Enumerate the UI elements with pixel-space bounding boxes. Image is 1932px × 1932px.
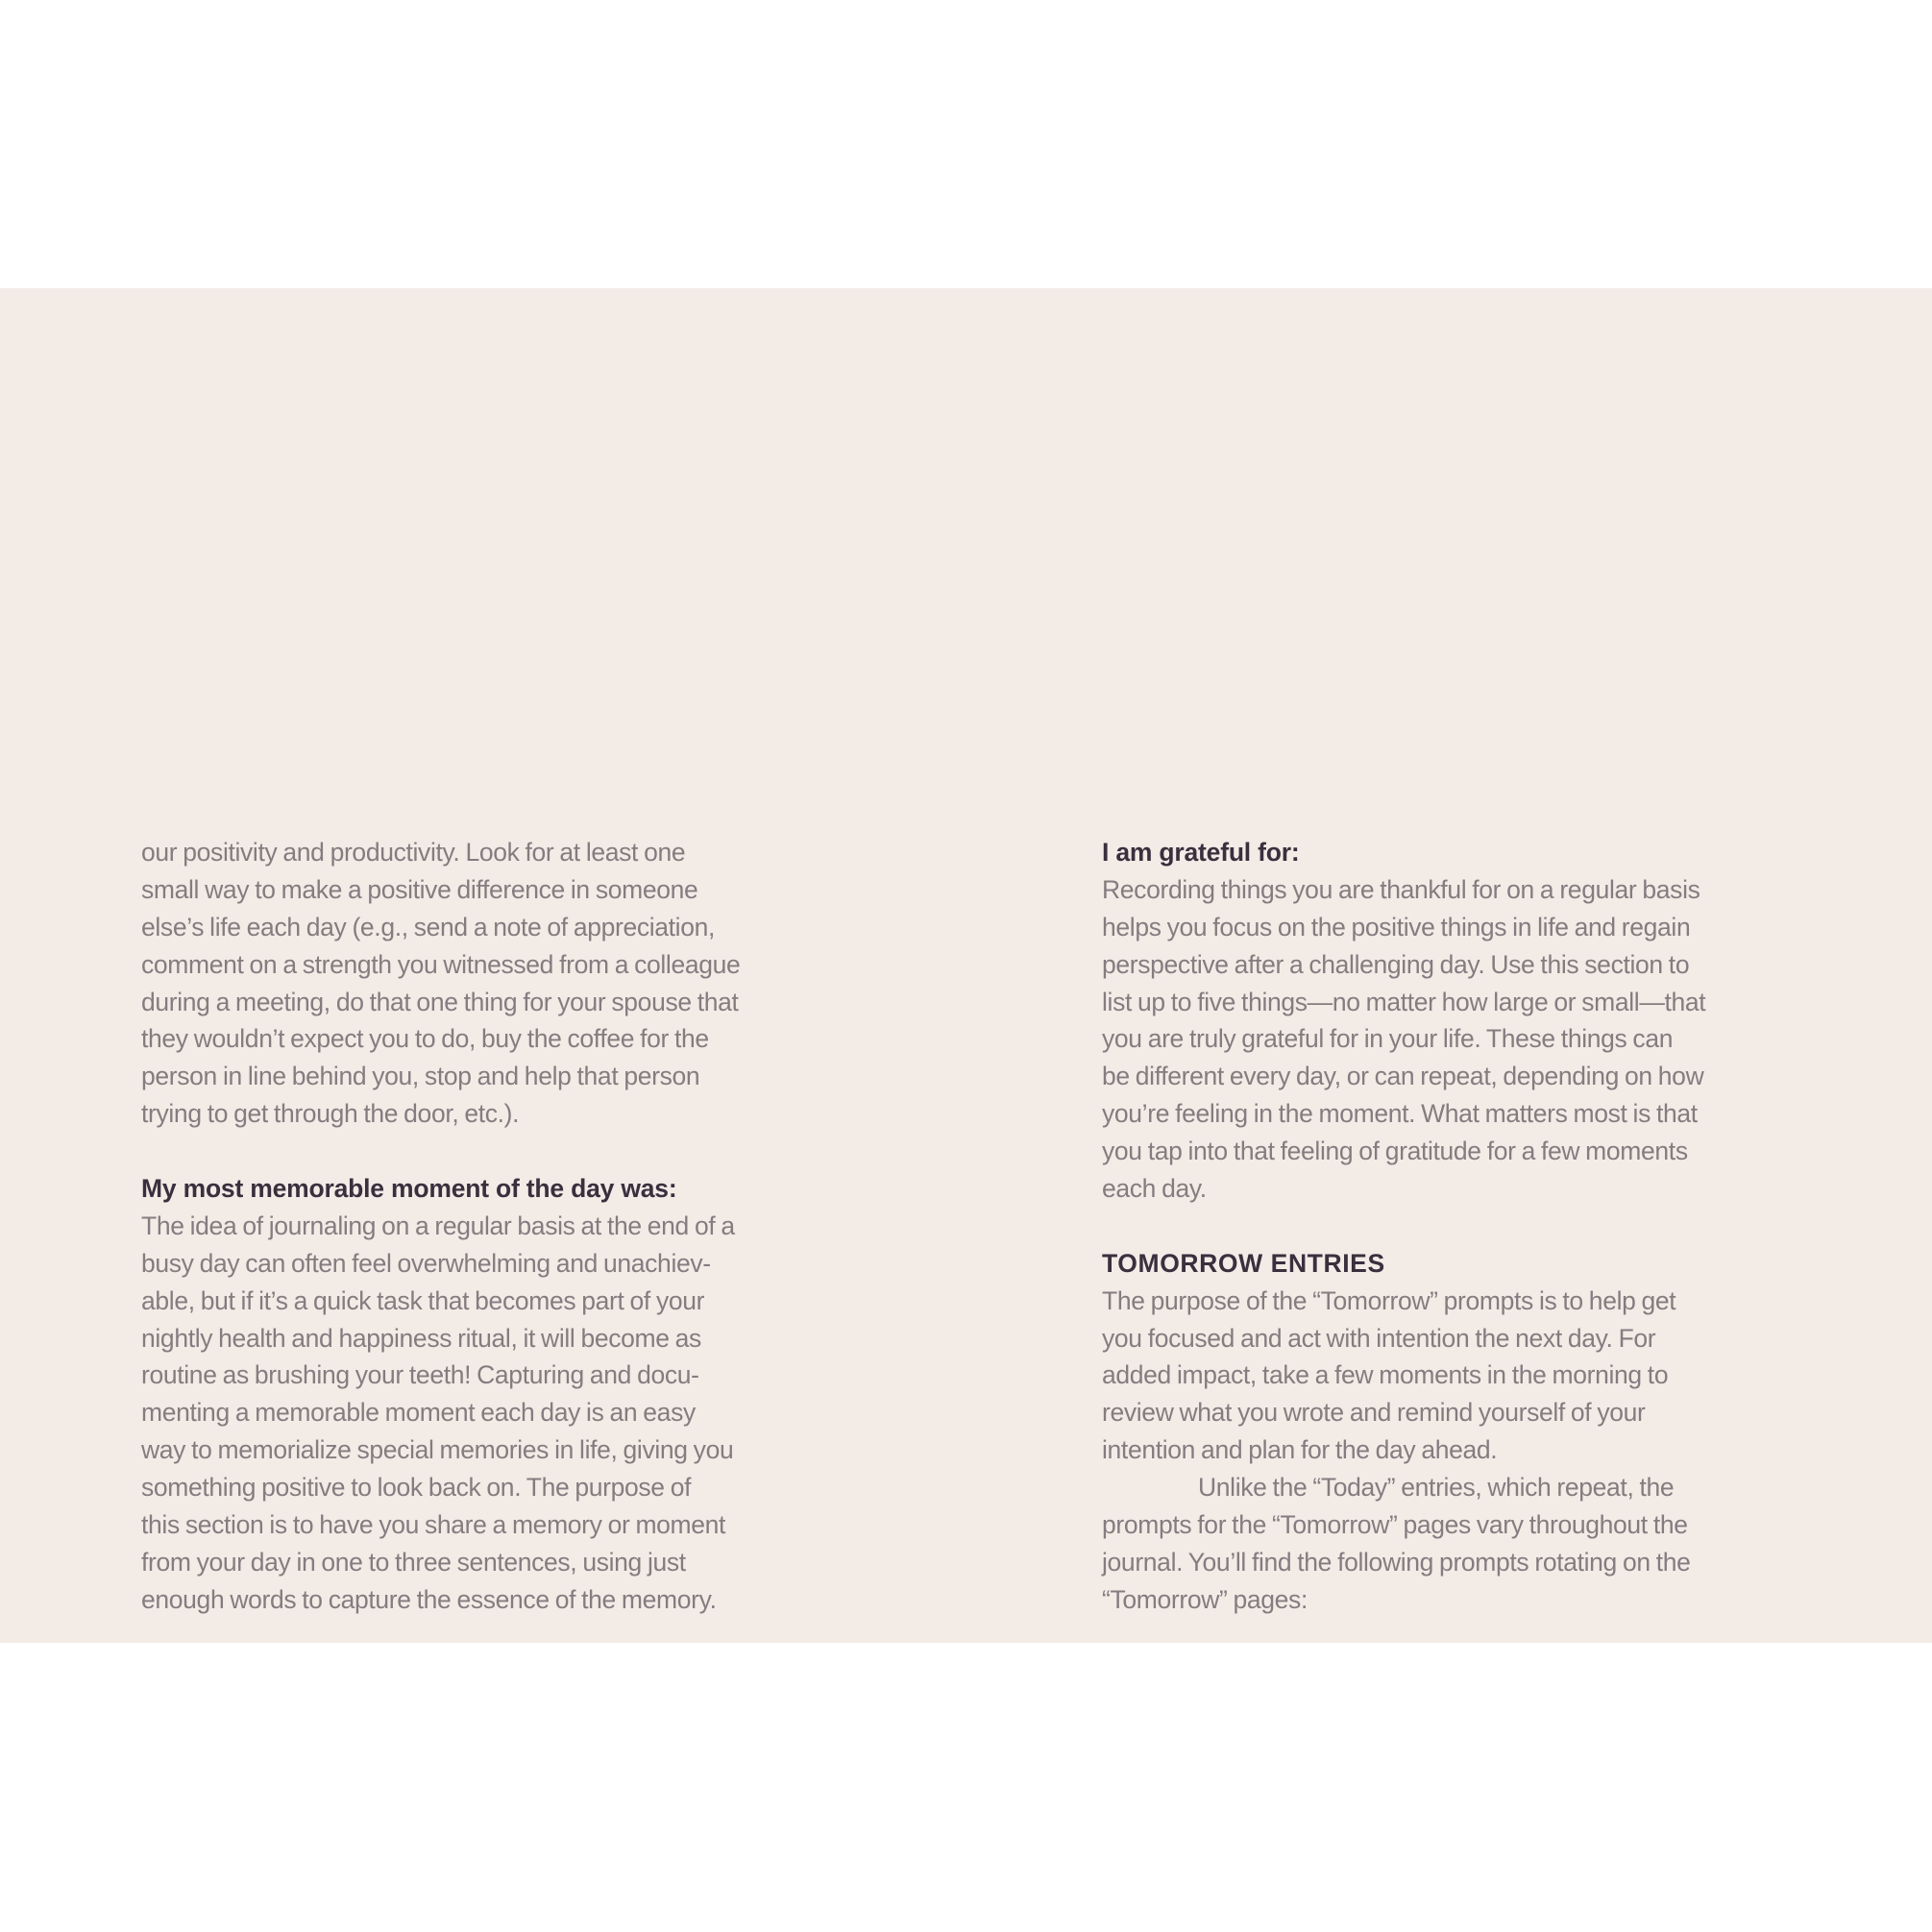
tomorrow-entries-heading: TOMORROW ENTRIES	[1102, 1248, 1385, 1278]
memorable-moment-heading: My most memorable moment of the day was:	[141, 1174, 677, 1204]
grateful-section	[1102, 834, 1794, 1208]
text-line: The idea of journaling on a regular basis at the end of a	[141, 1211, 735, 1240]
intro-paragraph	[141, 834, 833, 1133]
memorable-moment-section	[141, 1170, 833, 1619]
text-line: added impact, take a few moments in the morning to	[1102, 1360, 1669, 1390]
text-line: able, but if it’s a quick task that becomes part of your	[141, 1285, 705, 1315]
right-page-column	[1102, 834, 1794, 1619]
text-line: else’s life each day (e.g., send a note of appreciation,	[141, 912, 716, 942]
text-line: from your day in one to three sentences, using just	[141, 1547, 686, 1577]
text-line: something positive to look back on. The purpose of	[141, 1473, 692, 1503]
paragraph-spacer	[1102, 1208, 1794, 1245]
text-line: menting a memorable moment each day is an easy	[141, 1398, 696, 1428]
tomorrow-entries-section	[1102, 1245, 1794, 1619]
grateful-heading: I am grateful for:	[1102, 838, 1300, 867]
text-line: person in line behind you, stop and help that person	[141, 1062, 700, 1091]
text-line: trying to get through the door, etc.).	[141, 1099, 520, 1129]
text-line: you focused and act with intention the next day. For	[1102, 1323, 1656, 1353]
text-line: this section is to have you share a memory or moment	[141, 1510, 726, 1540]
text-line: way to memorialize special memories in life, giving you	[141, 1435, 734, 1465]
text-line: prompts for the “Tomorrow” pages vary throughout the	[1102, 1510, 1688, 1540]
left-page-column	[141, 834, 833, 1619]
text-line: routine as brushing your teeth! Capturing and docu-	[141, 1360, 699, 1390]
paragraph-spacer	[141, 1133, 833, 1170]
text-line: journal. You’ll find the following prompts rotating on the	[1102, 1547, 1691, 1577]
text-line: comment on a strength you witnessed from a colleague	[141, 949, 741, 979]
text-line: each day.	[1102, 1174, 1207, 1204]
text-line: intention and plan for the day ahead.	[1102, 1435, 1498, 1465]
text-line: list up to five things—no matter how large or small—that	[1102, 987, 1706, 1016]
text-line: helps you focus on the positive things in life and regain	[1102, 912, 1691, 942]
text-line: enough words to capture the essence of the memory.	[141, 1584, 717, 1614]
indented-text-line: Unlike the “Today” entries, which repeat, the	[1198, 1473, 1675, 1503]
text-line: small way to make a positive difference in someone	[141, 874, 698, 904]
text-line: during a meeting, do that one thing for your spouse that	[141, 987, 739, 1016]
text-line: you tap into that feeling of gratitude for a few moments	[1102, 1137, 1688, 1166]
text-line: be different every day, or can repeat, depending on how	[1102, 1062, 1704, 1091]
page-spread-panel	[0, 288, 1932, 1643]
text-line: you are truly grateful for in your life. These things can	[1102, 1024, 1674, 1054]
text-line: perspective after a challenging day. Use this section to	[1102, 949, 1690, 979]
text-line: you’re feeling in the moment. What matters most is that	[1102, 1099, 1698, 1129]
text-line: busy day can often feel overwhelming and unachiev-	[141, 1248, 711, 1278]
text-line: Recording things you are thankful for on a regular basis	[1102, 874, 1700, 904]
text-line: they wouldn’t expect you to do, buy the coffee for the	[141, 1024, 709, 1054]
text-line: our positivity and productivity. Look for at least one	[141, 838, 686, 867]
text-line: nightly health and happiness ritual, it will become as	[141, 1323, 701, 1353]
text-line: “Tomorrow” pages:	[1102, 1584, 1308, 1614]
text-line: The purpose of the “Tomorrow” prompts is to help get	[1102, 1285, 1676, 1315]
text-line: review what you wrote and remind yourself of your	[1102, 1398, 1646, 1428]
